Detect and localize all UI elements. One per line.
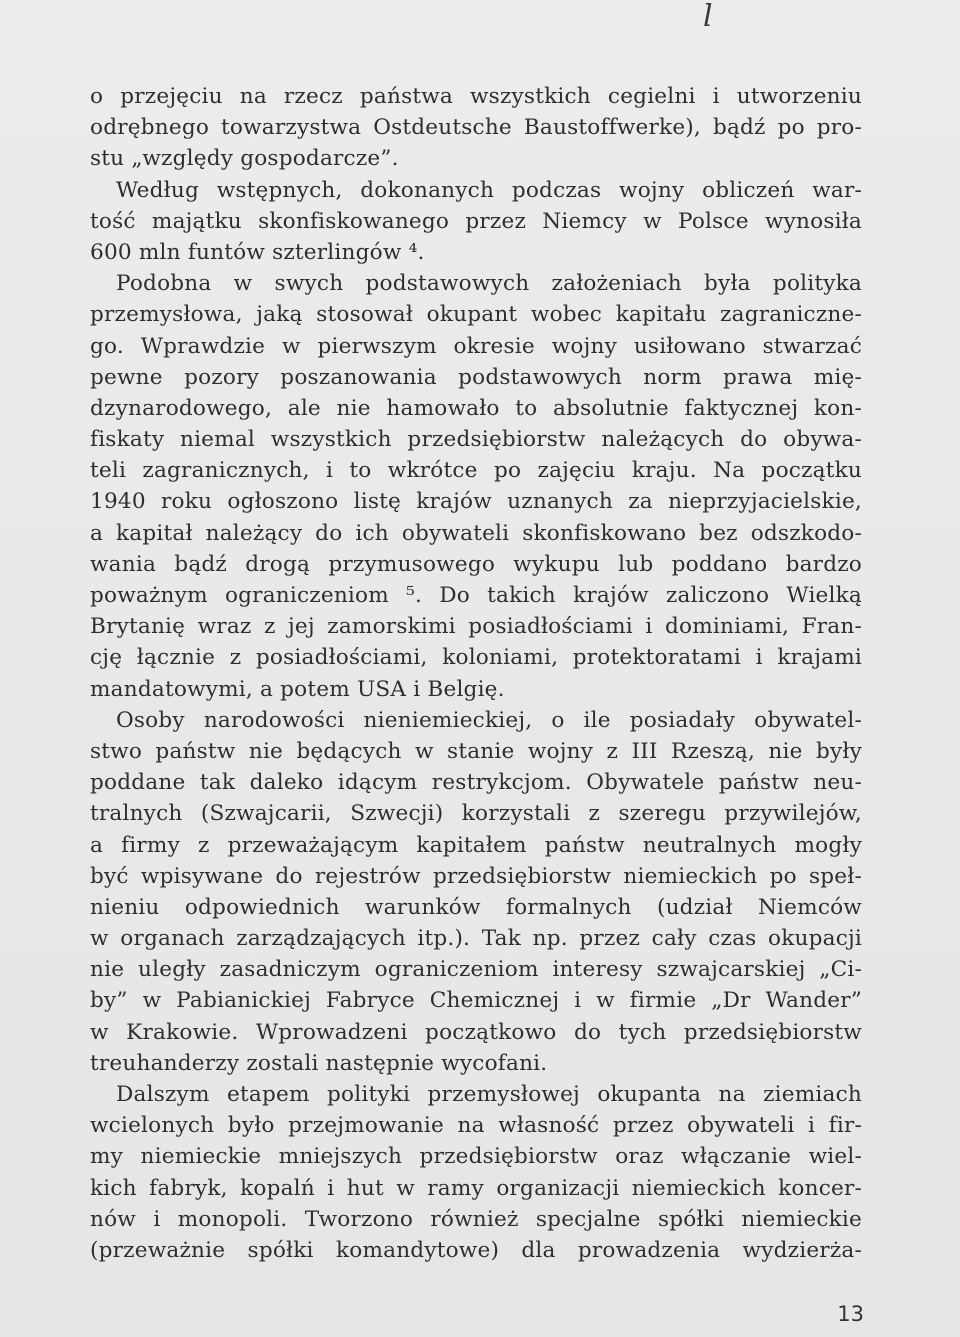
text-line: w Krakowie. Wprowadzeni początkowo do tych przedsiębiorstw [90,1019,862,1045]
text-line: stwo państw nie będących w stanie wojny z III Rzeszą, nie były [90,738,862,764]
text-line: by” w Pabianickiej Fabryce Chemicznej i w firmie „Dr Wander” [90,988,862,1014]
body-text [90,81,862,1266]
text-line: Według wstępnych, dokonanych podczas wojny obliczeń war- [116,177,862,203]
text-line: 1940 roku ogłoszono listę krajów uznanych za nieprzyjacielskie, [90,489,862,515]
text-line: poważnym ograniczeniom ⁵. Do takich krajów zaliczono Wielką [90,583,862,608]
text-line: Podobna w swych podstawowych założeniach była polityka [116,271,862,297]
text-line: dzynarodowego, ale nie hamowało to absolutnie faktycznej kon- [90,395,862,421]
text-line: wcielonych było przejmowanie na własność przez obywateli i fir- [90,1113,862,1139]
text-line: pewne pozory poszanowania podstawowych norm prawa mię- [90,364,862,390]
text-line: tralnych (Szwajcarii, Szwecji) korzystali z szeregu przywilejów, [90,801,862,827]
corner-mark: l [703,0,713,34]
text-line: a kapitał należący do ich obywateli skonfiskowano bez odszkodo- [90,520,862,546]
text-line: poddane tak daleko idącym restrykcjom. Obywatele państw neu- [90,770,862,796]
text-line: 600 mln funtów szterlingów ⁴. [90,239,425,265]
text-line: nie uległy zasadniczym ograniczeniom interesy szwajcarskiej „Ci- [90,957,862,983]
text-line: stu „względy gospodarcze”. [90,146,399,172]
text-line: (przeważnie spółki komandytowe) dla prowadzenia wydzierża- [90,1237,862,1263]
text-line: fiskaty niemal wszystkich przedsiębiorstw należących do obywa- [90,427,862,453]
text-line: my niemieckie mniejszych przedsiębiorstw oraz włączanie wiel- [90,1144,862,1170]
text-line: być wpisywane do rejestrów przedsiębiorstw niemieckich po speł- [90,863,862,889]
text-line: mandatowymi, a potem USA i Belgię. [90,676,505,702]
text-line: go. Wprawdzie w pierwszym okresie wojny usiłowano stwarzać [90,333,862,359]
text-line: cję łącznie z posiadłościami, koloniami, protektoratami i krajami [90,645,862,671]
text-line: nów i monopoli. Tworzono również specjalne spółki niemieckie [90,1206,862,1232]
text-line: w organach zarządzających itp.). Tak np. przez cały czas okupacji [90,926,862,952]
text-line: teli zagranicznych, i to wkrótce po zajęciu kraju. Na początku [90,458,862,484]
text-line: a firmy z przeważającym kapitałem państw neutralnych mogły [90,832,862,858]
text-line: kich fabryk, kopalń i hut w ramy organizacji niemieckich koncer- [90,1175,862,1201]
text-line: tość majątku skonfiskowanego przez Niemcy w Polsce wynosiła [90,208,862,234]
text-line: wania bądź drogą przymusowego wykupu lub poddano bardzo [90,551,862,577]
text-line: Osoby narodowości nieniemieckiej, o ile posiadały obywatel- [116,707,862,733]
text-line: nieniu odpowiednich warunków formalnych (udział Niemców [90,894,862,920]
page-number: 13 [837,1302,864,1326]
text-line: o przejęciu na rzecz państwa wszystkich cegielni i utworzeniu [90,84,862,109]
text-line: Dalszym etapem polityki przemysłowej okupanta na ziemiach [116,1082,862,1107]
text-line: przemysłowa, jaką stosował okupant wobec kapitału zagraniczne- [90,302,862,328]
text-line: odrębnego towarzystwa Ostdeutsche Baustoffwerke), bądź po pro- [90,115,862,141]
text-line: treuhanderzy zostali następnie wycofani. [90,1050,548,1076]
text-line: Brytanię wraz z jej zamorskimi posiadłościami i dominiami, Fran- [90,614,862,640]
